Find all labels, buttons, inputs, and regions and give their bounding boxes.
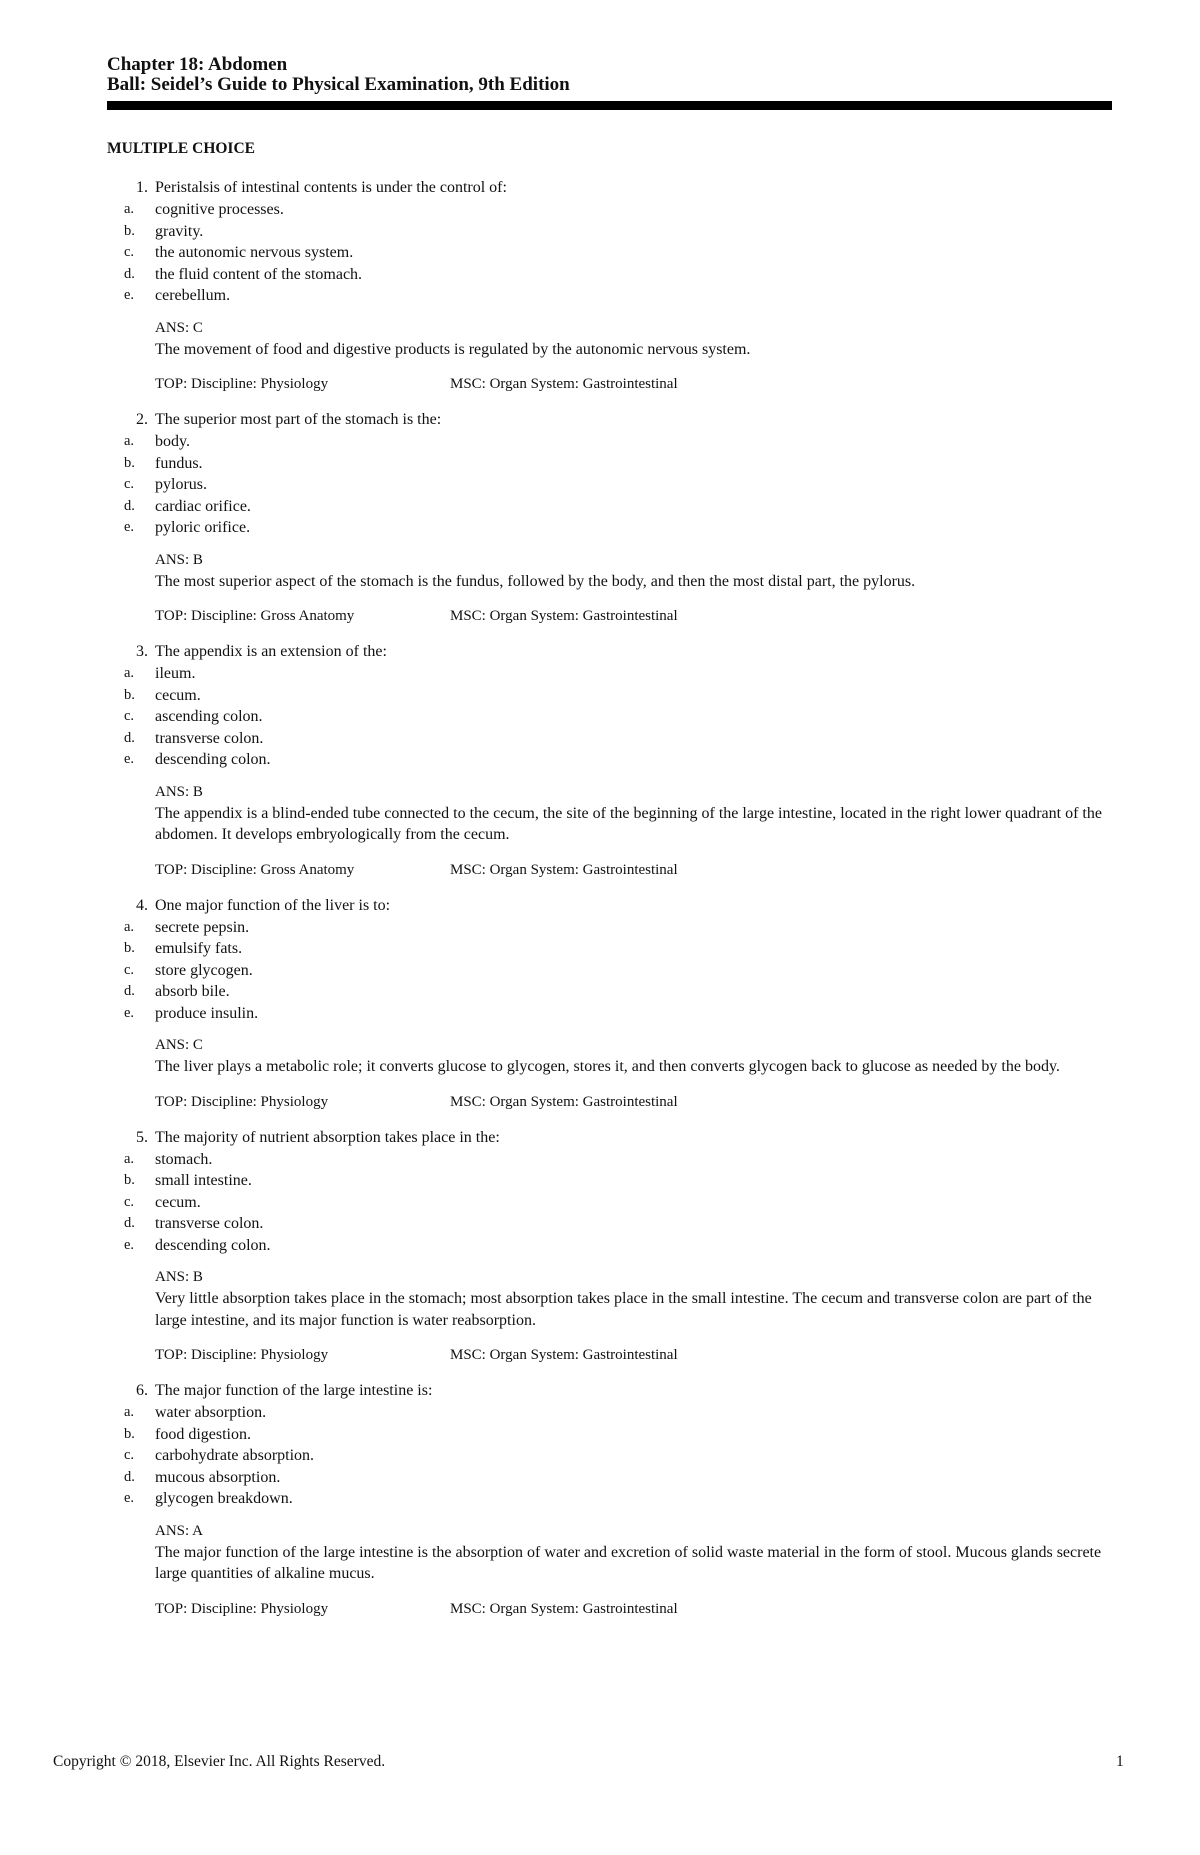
- answer-rationale: The major function of the large intestine is the absorption of water and excretion of solid waste material in the form of stool. Mucous glands secrete large quantities of alkaline mucus.: [155, 1543, 1102, 1582]
- option-letter: a.: [124, 918, 135, 935]
- answer-block: [107, 1266, 1112, 1365]
- option-text: water absorption.: [155, 1404, 267, 1421]
- answer-option: [107, 199, 1112, 221]
- msc-label: MSC: Organ System: Gastrointestinal: [450, 1093, 678, 1110]
- question-stem: [107, 409, 1112, 431]
- copyright-notice: Copyright © 2018, Elsevier Inc. All Rights Reserved.: [53, 1753, 386, 1770]
- question-stem: [107, 177, 1112, 199]
- option-text: transverse colon.: [155, 729, 264, 747]
- question-item: [107, 1127, 1112, 1366]
- option-letter: d.: [124, 265, 135, 282]
- option-text: stomach.: [155, 1150, 213, 1168]
- msc-label: MSC: Organ System: Gastrointestinal: [450, 861, 678, 878]
- option-text: small intestine.: [155, 1172, 252, 1189]
- option-text: secrete pepsin.: [155, 918, 250, 936]
- question-metadata: [155, 860, 1112, 880]
- option-text: food digestion.: [155, 1425, 251, 1443]
- answer-option: [107, 706, 1112, 728]
- answer-option: [107, 431, 1112, 453]
- option-text: gravity.: [155, 222, 204, 240]
- question-metadata: [155, 1345, 1112, 1365]
- question-item: [107, 895, 1112, 1112]
- question-number: 1.: [136, 179, 148, 196]
- topic-label: TOP: Discipline: Physiology: [155, 1600, 329, 1617]
- option-letter: e.: [124, 1236, 135, 1253]
- answer-option: [107, 1149, 1112, 1171]
- option-letter: c.: [124, 476, 135, 492]
- answer-block: [107, 317, 1112, 395]
- answer-option: [107, 285, 1112, 307]
- answer-rationale: Very little absorption takes place in the stomach; most absorption takes place in the small intestine. The cecum and transverse colon are part of the large intestine, and its major function is water reabsorption.: [155, 1290, 1092, 1329]
- answer-option: [107, 496, 1112, 518]
- question-number: 4.: [136, 896, 148, 914]
- msc-label: MSC: Organ System: Gastrointestinal: [450, 1347, 678, 1363]
- answer-option: [107, 264, 1112, 286]
- option-text: ascending colon.: [155, 708, 263, 725]
- answer-rationale: The most superior aspect of the stomach is the fundus, followed by the body, and then the most distal part, the pylorus.: [155, 572, 916, 590]
- option-letter: e.: [124, 1004, 135, 1021]
- answer-option: [107, 1192, 1112, 1214]
- answer-option: [107, 1003, 1112, 1025]
- option-text: pyloric orifice.: [155, 519, 251, 536]
- option-text: descending colon.: [155, 751, 271, 768]
- option-text: transverse colon.: [155, 1215, 264, 1232]
- option-letter: c.: [124, 1193, 135, 1210]
- option-letter: b.: [124, 454, 135, 471]
- option-text: produce insulin.: [155, 1004, 259, 1022]
- question-stem: [107, 641, 1112, 663]
- answer-option: [107, 1445, 1112, 1467]
- option-text: absorb bile.: [155, 983, 230, 1000]
- answer-option: [107, 685, 1112, 707]
- option-letter: e.: [124, 751, 135, 767]
- answer-key: ANS: B: [155, 1269, 203, 1285]
- option-letter: a.: [124, 665, 135, 681]
- question-list: [107, 177, 1112, 1634]
- question-stem: [107, 895, 1112, 917]
- question-number: 5.: [136, 1128, 148, 1146]
- option-letter: a.: [124, 433, 135, 449]
- option-text: cerebellum.: [155, 287, 231, 304]
- option-text: mucous absorption.: [155, 1468, 281, 1486]
- answer-option: [107, 1235, 1112, 1257]
- answer-option: [107, 1402, 1112, 1424]
- answer-block: [107, 1520, 1112, 1619]
- option-letter: b.: [124, 222, 135, 239]
- topic-label: TOP: Discipline: Gross Anatomy: [155, 861, 355, 878]
- answer-key: ANS: C: [155, 319, 203, 336]
- question-metadata: [155, 1092, 1112, 1112]
- question-metadata: [155, 606, 1112, 626]
- answer-option: [107, 981, 1112, 1003]
- answer-key: ANS: B: [155, 551, 203, 568]
- question-text: The major function of the large intestine is:: [155, 1382, 433, 1399]
- option-text: cecum.: [155, 686, 201, 704]
- question-number: 2.: [136, 411, 148, 428]
- option-text: store glycogen.: [155, 961, 253, 979]
- question-metadata: [155, 1599, 1112, 1619]
- answer-option: [107, 453, 1112, 475]
- msc-label: MSC: Organ System: Gastrointestinal: [450, 1600, 678, 1617]
- answer-rationale: The appendix is a blind-ended tube connected to the cecum, the site of the beginning of the large intestine, located in the right lower quadrant of the abdomen. It develops embryologically from the cecum.: [155, 804, 1102, 843]
- question-metadata: [155, 374, 1112, 394]
- option-letter: c.: [124, 1447, 135, 1463]
- document-header: [107, 55, 570, 95]
- question-stem: [107, 1127, 1112, 1149]
- option-text: the fluid content of the stomach.: [155, 265, 363, 283]
- answer-option: [107, 1424, 1112, 1446]
- section-title: MULTIPLE CHOICE: [107, 140, 255, 157]
- question-stem: [107, 1380, 1112, 1402]
- answer-option: [107, 474, 1112, 496]
- option-letter: c.: [124, 244, 135, 260]
- answer-option: [107, 663, 1112, 685]
- question-number: 6.: [136, 1382, 148, 1399]
- question-item: [107, 177, 1112, 394]
- option-letter: a.: [124, 201, 135, 217]
- option-text: fundus.: [155, 454, 203, 472]
- option-letter: d.: [124, 983, 135, 999]
- topic-label: TOP: Discipline: Physiology: [155, 1093, 329, 1110]
- option-letter: e.: [124, 519, 135, 535]
- answer-option: [107, 221, 1112, 243]
- question-text: One major function of the liver is to:: [155, 896, 391, 914]
- question-item: [107, 409, 1112, 626]
- answer-block: [107, 1034, 1112, 1112]
- answer-key: ANS: C: [155, 1037, 203, 1053]
- answer-key: ANS: B: [155, 783, 203, 800]
- option-text: glycogen breakdown.: [155, 1490, 293, 1507]
- answer-option: [107, 1213, 1112, 1235]
- answer-block: [107, 549, 1112, 627]
- question-item: [107, 641, 1112, 880]
- option-text: cecum.: [155, 1193, 201, 1211]
- option-letter: d.: [124, 497, 135, 514]
- question-text: The majority of nutrient absorption takes place in the:: [155, 1128, 500, 1146]
- option-text: emulsify fats.: [155, 940, 243, 957]
- chapter-title: Chapter 18: Abdomen: [107, 54, 288, 75]
- answer-option: [107, 1170, 1112, 1192]
- option-text: descending colon.: [155, 1236, 271, 1254]
- answer-option: [107, 938, 1112, 960]
- option-text: ileum.: [155, 665, 196, 682]
- msc-label: MSC: Organ System: Gastrointestinal: [450, 376, 678, 392]
- option-text: pylorus.: [155, 476, 207, 493]
- topic-label: TOP: Discipline: Physiology: [155, 1347, 329, 1363]
- option-letter: a.: [124, 1150, 135, 1167]
- topic-label: TOP: Discipline: Physiology: [155, 376, 329, 392]
- question-number: 3.: [136, 643, 148, 660]
- answer-option: [107, 749, 1112, 771]
- question-item: [107, 1380, 1112, 1619]
- option-letter: b.: [124, 686, 135, 703]
- option-text: the autonomic nervous system.: [155, 244, 354, 261]
- question-text: The appendix is an extension of the:: [155, 643, 387, 660]
- answer-option: [107, 917, 1112, 939]
- option-letter: c.: [124, 708, 135, 724]
- answer-rationale: The movement of food and digestive products is regulated by the autonomic nervous system.: [155, 340, 751, 358]
- answer-option: [107, 1467, 1112, 1489]
- answer-option: [107, 728, 1112, 750]
- question-text: The superior most part of the stomach is the:: [155, 411, 442, 428]
- answer-option: [107, 1488, 1112, 1510]
- option-letter: e.: [124, 1490, 135, 1506]
- option-letter: d.: [124, 1215, 135, 1231]
- answer-option: [107, 517, 1112, 539]
- book-title: Ball: Seidel’s Guide to Physical Examination, 9th Edition: [107, 74, 570, 95]
- option-text: carbohydrate absorption.: [155, 1447, 315, 1464]
- header-rule: [107, 101, 1112, 110]
- option-text: cardiac orifice.: [155, 497, 251, 515]
- answer-key: ANS: A: [155, 1522, 203, 1539]
- page-number: 1: [1116, 1753, 1124, 1770]
- topic-label: TOP: Discipline: Gross Anatomy: [155, 608, 355, 624]
- answer-option: [107, 242, 1112, 264]
- option-letter: d.: [124, 1468, 135, 1485]
- option-letter: b.: [124, 940, 135, 956]
- option-letter: b.: [124, 1425, 135, 1442]
- option-letter: d.: [124, 729, 135, 746]
- option-text: body.: [155, 433, 190, 450]
- option-letter: b.: [124, 1172, 135, 1188]
- option-letter: c.: [124, 961, 135, 978]
- question-text: Peristalsis of intestinal contents is under the control of:: [155, 179, 507, 196]
- option-text: cognitive processes.: [155, 201, 284, 218]
- option-letter: e.: [124, 287, 135, 303]
- option-letter: a.: [124, 1404, 135, 1420]
- msc-label: MSC: Organ System: Gastrointestinal: [450, 608, 678, 624]
- answer-option: [107, 960, 1112, 982]
- answer-block: [107, 781, 1112, 880]
- answer-rationale: The liver plays a metabolic role; it converts glucose to glycogen, stores it, and then converts glycogen back to glucose as needed by the body.: [155, 1058, 1060, 1075]
